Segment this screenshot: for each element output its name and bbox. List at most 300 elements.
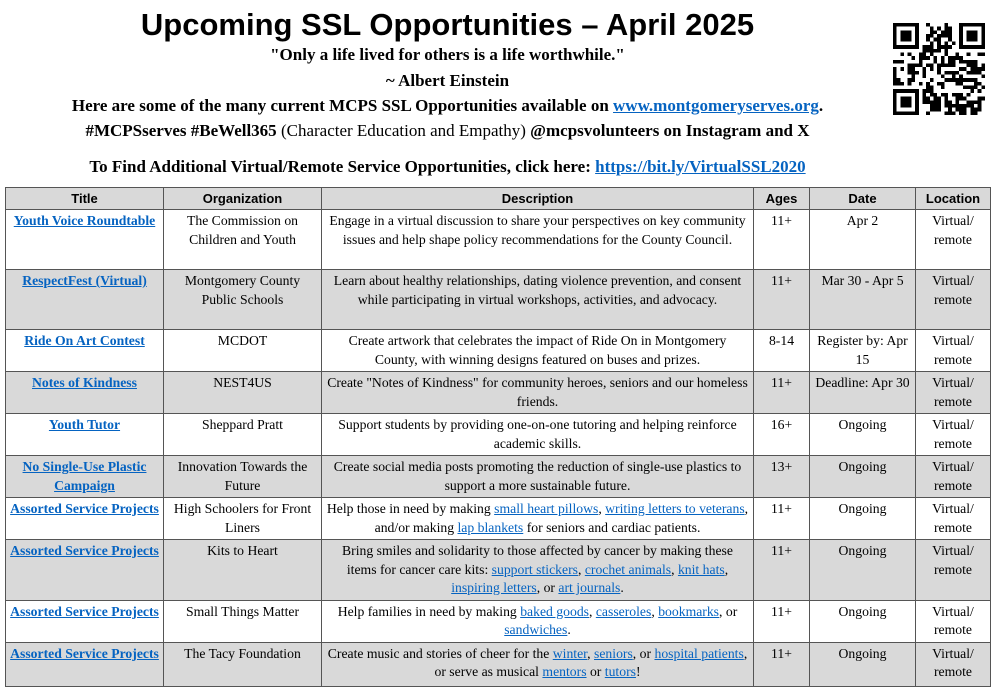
qr-module <box>930 45 934 49</box>
cell-date: Ongoing <box>810 498 916 540</box>
qr-module <box>922 52 926 56</box>
qr-module <box>948 71 952 75</box>
cell-date: Mar 30 - Apr 5 <box>810 270 916 330</box>
cell-location: Virtual/ remote <box>916 498 991 540</box>
qr-module <box>945 71 949 75</box>
qr-module <box>963 78 967 82</box>
qr-module <box>978 97 982 101</box>
qr-module <box>908 52 912 56</box>
qr-module <box>952 104 956 108</box>
qr-module <box>926 86 930 90</box>
description-text: Bring smiles and solidarity to those affected by cancer by making these items for cancer care kits: <box>342 543 733 577</box>
qr-module <box>959 67 963 71</box>
qr-module <box>930 49 934 53</box>
qr-module <box>959 78 963 82</box>
quote-author: ~ Albert Einstein <box>385 71 510 90</box>
qr-module <box>941 30 945 34</box>
cell-organization: Small Things Matter <box>164 600 322 642</box>
qr-module <box>900 67 904 71</box>
qr-module <box>974 78 978 82</box>
qr-module <box>930 41 934 45</box>
qr-module <box>930 86 934 90</box>
cell-description <box>322 498 754 540</box>
description-text: , <box>589 603 596 619</box>
qr-module <box>967 100 971 104</box>
qr-module <box>959 82 963 86</box>
qr-module <box>981 67 985 71</box>
virtual-line <box>0 156 895 178</box>
cell-date: Ongoing <box>810 642 916 686</box>
qr-module <box>922 45 926 49</box>
qr-module <box>911 75 915 79</box>
page-title: Upcoming SSL Opportunities – April 2025 <box>140 7 755 42</box>
qr-module <box>970 71 974 75</box>
cell-location: Virtual/ remote <box>916 270 991 330</box>
qr-module <box>967 86 971 90</box>
qr-module <box>963 97 967 101</box>
qr-module <box>926 34 930 38</box>
qr-module <box>911 56 915 60</box>
qr-module <box>959 60 963 64</box>
qr-module <box>930 34 934 38</box>
qr-module <box>956 108 960 112</box>
col-header-title: Title <box>6 188 164 210</box>
qr-module <box>948 56 952 60</box>
cell-description <box>322 642 754 686</box>
cell-organization: Montgomery County Public Schools <box>164 270 322 330</box>
qr-module <box>974 67 978 71</box>
description-link[interactable]: seniors <box>594 645 633 661</box>
qr-module <box>948 108 952 112</box>
cell-ages: 11+ <box>754 600 810 642</box>
qr-module <box>937 108 941 112</box>
cell-date: Apr 2 <box>810 210 916 270</box>
qr-module <box>963 86 967 90</box>
cell-date: Ongoing <box>810 414 916 456</box>
qr-module <box>978 82 982 86</box>
qr-module <box>959 56 963 60</box>
qr-module <box>948 60 952 64</box>
table-row <box>6 600 991 642</box>
qr-module <box>900 60 904 64</box>
description-text: , or <box>632 645 655 661</box>
qr-module <box>952 71 956 75</box>
cell-description: Learn about healthy relationships, dating violence prevention, and consent while participating in virtual workshops, activities, and advocacy. <box>322 270 754 330</box>
qr-module <box>941 45 945 49</box>
qr-module <box>926 38 930 42</box>
qr-module <box>945 104 949 108</box>
qr-module <box>933 60 937 64</box>
cell-organization: Sheppard Pratt <box>164 414 322 456</box>
col-header-ages: Ages <box>754 188 810 210</box>
cell-title <box>6 498 164 540</box>
table-row <box>6 456 991 498</box>
cell-ages: 11+ <box>754 210 810 270</box>
qr-module <box>908 67 912 71</box>
qr-module <box>945 45 949 49</box>
cell-ages: 11+ <box>754 372 810 414</box>
description-link[interactable]: art journals <box>558 580 621 595</box>
description-text: . <box>620 580 624 595</box>
description-text: Create music and stories of cheer for the <box>327 645 553 661</box>
cell-description: Support students by providing one-on-one tutoring and helping reinforce academic skills. <box>322 414 754 456</box>
hashtags: #MCPSserves #BeWell365 <box>85 121 277 140</box>
description-text: for seniors and cardiac patients. <box>523 519 701 535</box>
qr-module <box>893 71 897 75</box>
qr-module <box>926 49 930 53</box>
qr-module <box>967 104 971 108</box>
qr-module <box>922 100 926 104</box>
qr-module <box>952 56 956 60</box>
qr-module <box>956 104 960 108</box>
qr-module <box>941 56 945 60</box>
opportunity-title-link[interactable]: Youth Voice Roundtable <box>13 213 156 228</box>
col-header-organization: Organization <box>164 188 322 210</box>
qr-module <box>941 75 945 79</box>
qr-module <box>978 108 982 112</box>
qr-module <box>937 49 941 53</box>
qr-module <box>956 100 960 104</box>
qr-module <box>948 30 952 34</box>
qr-module <box>970 104 974 108</box>
intro-line <box>0 95 895 117</box>
qr-module <box>978 71 982 75</box>
qr-module <box>930 30 934 34</box>
qr-module <box>922 97 926 101</box>
description-link[interactable]: mentors <box>542 664 587 679</box>
hashtags-note: (Character Education and Empathy) <box>276 121 531 140</box>
qr-module <box>897 78 901 82</box>
description-text: , or <box>719 603 738 619</box>
qr-module <box>970 108 974 112</box>
qr-module <box>930 108 934 112</box>
description-link[interactable]: bookmarks <box>658 603 720 619</box>
qr-module <box>933 93 937 97</box>
cell-ages: 13+ <box>754 456 810 498</box>
qr-module <box>911 67 915 71</box>
qr-module <box>933 108 937 112</box>
qr-module <box>952 63 956 67</box>
description-text: , <box>724 561 729 577</box>
qr-module <box>893 82 897 86</box>
qr-module <box>926 100 930 104</box>
qr-module <box>945 23 949 27</box>
virtual-ssl-link[interactable]: https://bit.ly/VirtualSSL2020 <box>595 157 806 176</box>
qr-module <box>900 30 911 41</box>
description-text: , <box>577 561 585 577</box>
opportunity-title-link[interactable]: Assorted Service Projects <box>10 645 159 661</box>
opportunity-title-link[interactable]: Ride On Art Contest <box>24 333 145 348</box>
cell-location: Virtual/ remote <box>916 330 991 372</box>
table-row <box>6 414 991 456</box>
virtual-text: To Find Additional Virtual/Remote Service Opportunities, click here: <box>89 157 591 176</box>
qr-module <box>956 82 960 86</box>
qr-module <box>926 89 930 93</box>
qr-module <box>933 97 937 101</box>
description-link[interactable]: crochet animals <box>584 561 672 577</box>
cell-organization: NEST4US <box>164 372 322 414</box>
cell-ages: 11+ <box>754 498 810 540</box>
intro-end: . <box>818 96 824 115</box>
description-link[interactable]: winter <box>552 645 588 661</box>
qr-module <box>948 27 952 31</box>
qr-module <box>911 78 915 82</box>
qr-module <box>945 78 949 82</box>
cell-ages: 8-14 <box>754 330 810 372</box>
cell-organization: Kits to Heart <box>164 540 322 601</box>
opportunity-title-link[interactable]: Notes of Kindness <box>32 375 137 390</box>
description-link[interactable]: inspiring letters <box>451 580 537 595</box>
qr-module <box>937 41 941 45</box>
qr-module <box>959 111 963 115</box>
qr-module <box>930 78 934 82</box>
qr-module <box>930 27 934 31</box>
qr-module <box>919 56 923 60</box>
cell-title <box>6 642 164 686</box>
qr-module <box>908 82 912 86</box>
cell-location: Virtual/ remote <box>916 456 991 498</box>
qr-module <box>941 60 945 64</box>
opportunity-title-link[interactable]: No Single-Use Plastic Campaign <box>22 459 147 493</box>
cell-organization: The Commission on Children and Youth <box>164 210 322 270</box>
cell-date: Register by: Apr 15 <box>810 330 916 372</box>
qr-module <box>981 97 985 101</box>
cell-location: Virtual/ remote <box>916 600 991 642</box>
qr-module <box>959 104 963 108</box>
qr-module <box>952 78 956 82</box>
qr-module <box>919 60 923 64</box>
cell-title <box>6 330 164 372</box>
qr-module <box>945 41 949 45</box>
qr-module <box>952 41 956 45</box>
qr-module <box>967 71 971 75</box>
qr-module <box>981 63 985 67</box>
qr-module <box>970 89 974 93</box>
qr-module <box>956 78 960 82</box>
opportunity-title-link[interactable]: Youth Tutor <box>48 417 121 432</box>
qr-module <box>974 100 978 104</box>
cell-location: Virtual/ remote <box>916 372 991 414</box>
qr-module <box>974 111 978 115</box>
qr-module <box>952 60 956 64</box>
qr-module <box>937 100 941 104</box>
qr-module <box>919 63 923 67</box>
cell-description <box>322 600 754 642</box>
qr-module <box>930 63 934 67</box>
qr-module <box>922 49 926 53</box>
qr-module <box>967 93 971 97</box>
qr-module <box>937 63 941 67</box>
cell-location: Virtual/ remote <box>916 414 991 456</box>
description-link[interactable]: tutors <box>604 664 636 679</box>
qr-module <box>948 45 952 49</box>
cell-location: Virtual/ remote <box>916 642 991 686</box>
cell-organization: High Schoolers for Front Liners <box>164 498 322 540</box>
qr-module <box>922 89 926 93</box>
qr-module <box>900 82 904 86</box>
cell-description: Create "Notes of Kindness" for community heroes, seniors and our homeless friends. <box>322 372 754 414</box>
qr-module <box>963 60 967 64</box>
qr-module <box>908 63 912 67</box>
qr-module <box>945 100 949 104</box>
description-text: Help families in need by making <box>337 603 521 619</box>
qr-module <box>937 71 941 75</box>
cell-description: Create social media posts promoting the reduction of single-use plastics to support a more sustainable future. <box>322 456 754 498</box>
qr-module <box>956 52 960 56</box>
qr-module <box>937 67 941 71</box>
description-link[interactable]: casseroles <box>595 603 652 619</box>
qr-module <box>945 34 949 38</box>
description-link[interactable]: writing letters to veterans <box>605 501 745 516</box>
cell-title <box>6 414 164 456</box>
qr-module <box>959 75 963 79</box>
qr-module <box>948 34 952 38</box>
cell-title <box>6 270 164 330</box>
qr-module <box>970 60 974 64</box>
table-row <box>6 642 991 686</box>
qr-module <box>963 111 967 115</box>
cell-title <box>6 210 164 270</box>
qr-module <box>897 60 901 64</box>
qr-module <box>981 86 985 90</box>
qr-module <box>974 82 978 86</box>
qr-module <box>941 34 945 38</box>
qr-module <box>974 60 978 64</box>
cell-title <box>6 540 164 601</box>
qr-module <box>937 38 941 42</box>
description-link[interactable]: baked goods <box>520 603 589 619</box>
qr-module <box>915 63 919 67</box>
qr-module <box>970 63 974 67</box>
qr-module <box>941 82 945 86</box>
qr-module <box>945 52 949 56</box>
qr-module <box>963 108 967 112</box>
qr-module <box>930 89 934 93</box>
qr-module <box>911 71 915 75</box>
qr-module <box>933 49 937 53</box>
qr-module <box>967 52 971 56</box>
description-text: , <box>651 603 659 619</box>
qr-module <box>967 60 971 64</box>
qr-module <box>937 45 941 49</box>
qr-module <box>967 78 971 82</box>
cell-ages: 11+ <box>754 540 810 601</box>
qr-module <box>926 111 930 115</box>
description-link[interactable]: support stickers <box>491 561 578 577</box>
qr-module <box>948 63 952 67</box>
cell-description: Engage in a virtual discussion to share your perspectives on key community issues and help shape policy recommendations for the County Council. <box>322 210 754 270</box>
qr-module <box>970 67 974 71</box>
qr-module <box>893 75 897 79</box>
qr-module <box>945 63 949 67</box>
cell-ages: 11+ <box>754 270 810 330</box>
qr-module <box>930 67 934 71</box>
qr-module <box>922 71 926 75</box>
description-link[interactable]: lap blankets <box>457 519 524 535</box>
qr-module <box>926 82 930 86</box>
qr-module <box>900 97 911 108</box>
qr-module <box>926 23 930 27</box>
cell-date: Deadline: Apr 30 <box>810 372 916 414</box>
qr-module <box>919 52 923 56</box>
table-row <box>6 372 991 414</box>
qr-module <box>930 104 934 108</box>
cell-location: Virtual/ remote <box>916 210 991 270</box>
qr-module <box>926 56 930 60</box>
col-header-date: Date <box>810 188 916 210</box>
cell-title <box>6 600 164 642</box>
qr-module <box>945 27 949 31</box>
opportunity-title-link[interactable]: Assorted Service Projects <box>10 501 159 516</box>
table-row <box>6 498 991 540</box>
description-text: , <box>598 501 606 516</box>
qr-module <box>941 63 945 67</box>
qr-module <box>967 63 971 67</box>
qr-module <box>974 86 978 90</box>
description-text: , <box>671 561 678 577</box>
qr-module <box>959 97 963 101</box>
description-text: , or serve as musical <box>434 645 748 679</box>
description-link[interactable]: knit hats <box>677 561 725 577</box>
qr-module <box>974 63 978 67</box>
qr-module <box>970 86 974 90</box>
col-header-description: Description <box>322 188 754 210</box>
description-text: or <box>586 664 605 679</box>
cell-date: Ongoing <box>810 456 916 498</box>
qr-module <box>956 56 960 60</box>
qr-module <box>941 86 945 90</box>
description-text: Help those in need by making <box>326 501 495 516</box>
qr-module <box>970 111 974 115</box>
qr-module <box>893 60 897 64</box>
qr-module <box>893 78 897 82</box>
description-link[interactable]: sandwiches <box>504 622 568 637</box>
montgomeryserves-link[interactable]: www.montgomeryserves.org <box>613 96 819 115</box>
qr-module <box>952 93 956 97</box>
qr-module <box>978 67 982 71</box>
qr-module <box>908 71 912 75</box>
qr-module <box>967 30 978 41</box>
description-link[interactable]: hospital patients <box>654 645 744 661</box>
quote: "Only a life lived for others is a life worthwhile." <box>270 45 625 64</box>
opportunity-title-link[interactable]: Assorted Service Projects <box>10 543 159 558</box>
qr-module <box>981 52 985 56</box>
qr-module <box>937 82 941 86</box>
qr-module <box>922 93 926 97</box>
cell-date: Ongoing <box>810 600 916 642</box>
qr-module <box>937 97 941 101</box>
qr-module <box>978 104 982 108</box>
opportunity-title-link[interactable]: Assorted Service Projects <box>10 603 159 619</box>
qr-module <box>922 67 926 71</box>
qr-module <box>956 97 960 101</box>
intro-text: Here are some of the many current MCPS SSL Opportunities available on <box>71 96 609 115</box>
description-link[interactable]: small heart pillows <box>494 501 599 516</box>
cell-description <box>322 540 754 601</box>
qr-code-icon[interactable] <box>893 23 985 115</box>
qr-module <box>981 75 985 79</box>
cell-organization: Innovation Towards the Future <box>164 456 322 498</box>
qr-module <box>915 71 919 75</box>
qr-module <box>952 111 956 115</box>
qr-module <box>897 82 901 86</box>
qr-module <box>970 78 974 82</box>
opportunity-title-link[interactable]: RespectFest (Virtual) <box>22 273 147 288</box>
qr-module <box>956 71 960 75</box>
qr-module <box>945 49 949 53</box>
qr-module <box>900 52 904 56</box>
qr-module <box>937 27 941 31</box>
